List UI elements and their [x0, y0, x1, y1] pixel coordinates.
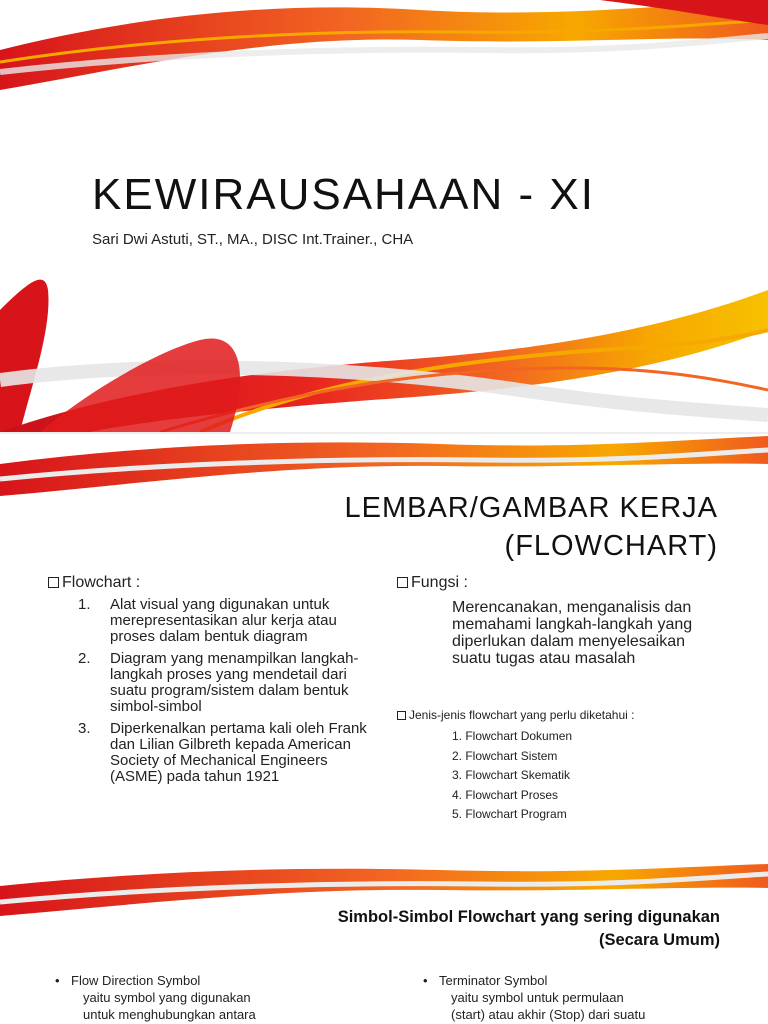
item-text: Alat visual yang digunakan untuk merepresentasikan alur kerja atau proses dalam bentuk diagram: [110, 596, 337, 645]
title-line-1: Simbol-Simbol Flowchart yang sering digunakan: [337, 908, 720, 926]
item-number: 2.: [78, 650, 91, 667]
checkbox-bullet-icon: [397, 577, 408, 588]
jenis-item: 2. Flowchart Sistem: [452, 748, 558, 763]
bottom-wave-decoration: [0, 270, 768, 432]
jenis-item: 1. Flowchart Dokumen: [452, 729, 573, 743]
bullet: •: [55, 973, 60, 988]
bullet: •: [423, 973, 428, 988]
slide-flowchart-intro: [0, 432, 768, 864]
checkbox-bullet-icon: [48, 577, 59, 588]
item-number: 1.: [78, 596, 91, 613]
checkbox-bullet-icon: [397, 711, 406, 720]
symbol-description-line: yaitu symbol yang digunakan: [83, 990, 251, 1005]
definition-item: [78, 597, 378, 645]
symbol-description-line: yaitu symbol untuk permulaan: [451, 990, 624, 1005]
item-text: Diperkenalkan pertama kali oleh Frank dan Lilian Gilbreth kepada American Society of Mechanical Engineers (ASME) pada tahun 1921: [110, 720, 367, 785]
flow-direction-item: [55, 972, 355, 1023]
symbol-name: Terminator Symbol: [439, 973, 548, 988]
top-wave-decoration: [0, 0, 768, 100]
jenis-flowchart-list: [452, 727, 572, 825]
title-line-2: (FLOWCHART): [504, 530, 718, 562]
definition-item: [78, 651, 378, 715]
jenis-item: 3. Flowchart Skematik: [452, 768, 571, 782]
symbol-description-line: untuk menghubungkan antara: [83, 1007, 256, 1022]
fungsi-description: Merencanakan, menganalisis dan memahami langkah-langkah yang diperlukan dalam menyelesaikan suatu tugas atau masalah: [452, 599, 693, 667]
fungsi-heading: [397, 574, 468, 592]
flowchart-heading-text: Flowchart :: [62, 574, 141, 591]
presentation-author: Sari Dwi Astuti, ST., MA., DISC Int.Trainer., CHA: [92, 231, 414, 248]
slide-title: [0, 0, 768, 432]
slide-title: [344, 489, 718, 565]
terminator-item: [423, 972, 743, 1023]
slide-title: [338, 906, 720, 952]
definition-item: [78, 721, 378, 785]
symbol-description-line: (start) atau akhir (Stop) dari suatu: [451, 1007, 646, 1022]
flowchart-definition-list: [78, 597, 378, 791]
item-text: Diagram yang menampilkan langkah-langkah proses yang mendetail dari suatu program/sistem dalam bentuk simbol-simbol: [110, 650, 359, 715]
flowchart-heading: [48, 574, 140, 592]
slide-flowchart-symbols: [0, 864, 768, 1024]
presentation-title: KEWIRAUSAHAAN - XI: [92, 170, 595, 219]
item-number: 3.: [78, 720, 91, 737]
title-line-2: (Secara Umum): [598, 931, 720, 949]
title-line-1: LEMBAR/GAMBAR KERJA: [344, 492, 718, 524]
jenis-item: 5. Flowchart Program: [452, 807, 567, 821]
fungsi-heading-text: Fungsi :: [411, 574, 468, 591]
symbol-name: Flow Direction Symbol: [71, 973, 201, 988]
jenis-item: 4. Flowchart Proses: [452, 787, 559, 802]
jenis-heading-text: Jenis-jenis flowchart yang perlu diketahui :: [409, 708, 635, 722]
jenis-heading: [397, 708, 634, 722]
